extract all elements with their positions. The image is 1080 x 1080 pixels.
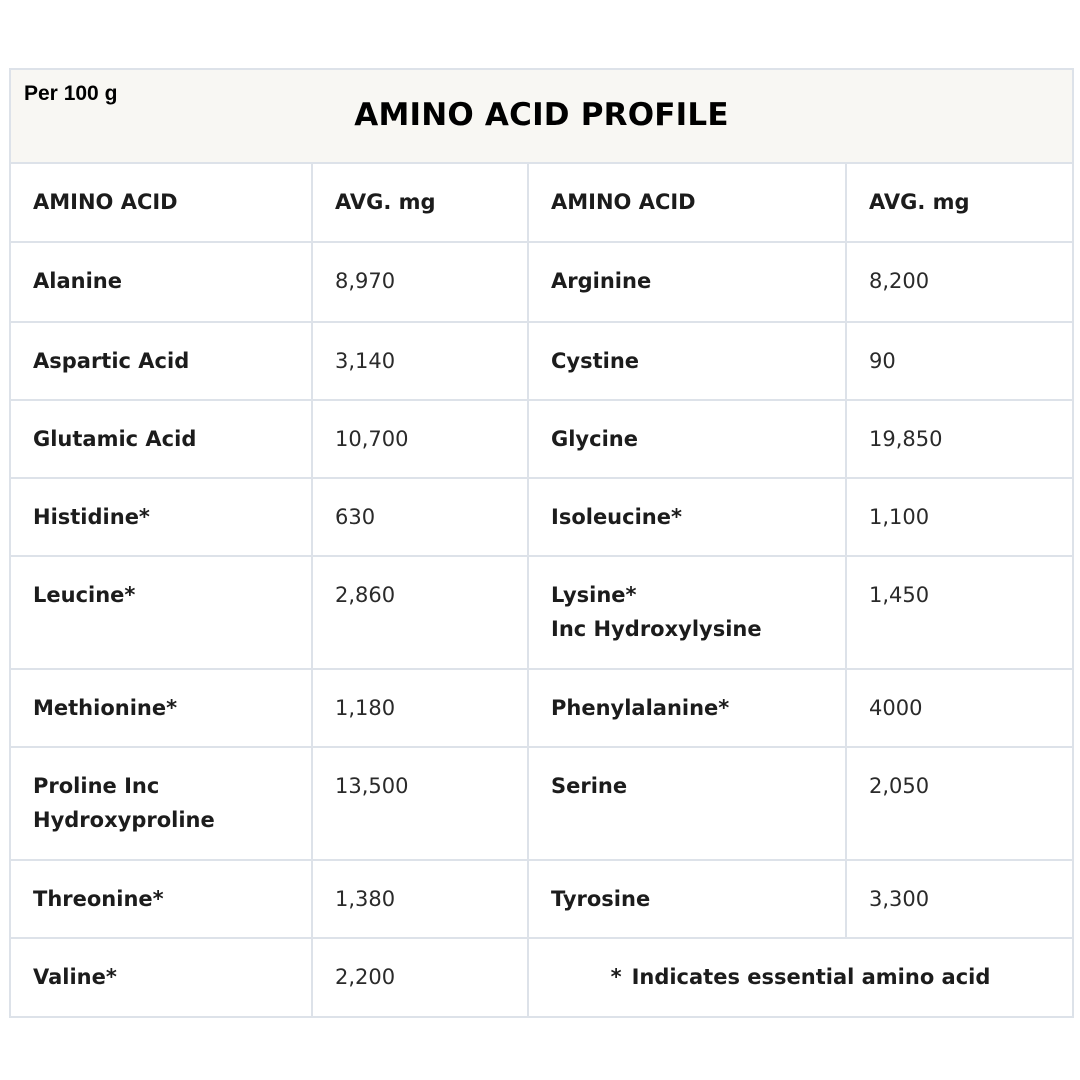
amino-acid-value: 1,100 bbox=[846, 478, 1072, 556]
amino-acid-value: 8,970 bbox=[312, 242, 528, 322]
name-line: Proline Inc bbox=[33, 774, 160, 798]
table-row bbox=[11, 400, 1072, 478]
amino-acid-name bbox=[528, 556, 846, 669]
amino-acid-value: 10,700 bbox=[312, 400, 528, 478]
amino-acid-value: 2,050 bbox=[846, 747, 1072, 860]
column-header: AVG. mg bbox=[312, 164, 528, 242]
amino-acid-value: 1,180 bbox=[312, 669, 528, 747]
footnote-text: Indicates essential amino acid bbox=[631, 965, 991, 989]
amino-acid-name: Glycine bbox=[528, 400, 846, 478]
table-row bbox=[11, 322, 1072, 400]
column-header-row bbox=[11, 164, 1072, 242]
table-row bbox=[11, 938, 1072, 1017]
amino-acid-value: 13,500 bbox=[312, 747, 528, 860]
amino-acid-value: 4000 bbox=[846, 669, 1072, 747]
amino-acid-name: Phenylalanine* bbox=[528, 669, 846, 747]
amino-acid-name: Threonine* bbox=[11, 860, 312, 938]
name-line: Lysine* bbox=[551, 583, 637, 607]
amino-acid-value: 1,450 bbox=[846, 556, 1072, 669]
footnote-asterisk: * bbox=[610, 965, 622, 989]
amino-acid-value: 2,860 bbox=[312, 556, 528, 669]
amino-acid-panel bbox=[9, 68, 1074, 1018]
amino-acid-name: Alanine bbox=[11, 242, 312, 322]
amino-acid-name: Tyrosine bbox=[528, 860, 846, 938]
table-row bbox=[11, 669, 1072, 747]
serving-size-label: Per 100 g bbox=[24, 82, 118, 105]
amino-acid-name: Arginine bbox=[528, 242, 846, 322]
table-row bbox=[11, 242, 1072, 322]
amino-acid-name: Valine* bbox=[11, 938, 312, 1017]
name-line: Hydroxyproline bbox=[33, 808, 215, 832]
amino-acid-name: Leucine* bbox=[11, 556, 312, 669]
table-title: AMINO ACID PROFILE bbox=[354, 97, 729, 133]
table-row bbox=[11, 478, 1072, 556]
amino-acid-value: 630 bbox=[312, 478, 528, 556]
amino-acid-value: 3,140 bbox=[312, 322, 528, 400]
amino-acid-table bbox=[11, 164, 1072, 1017]
column-header: AMINO ACID bbox=[528, 164, 846, 242]
amino-acid-value: 19,850 bbox=[846, 400, 1072, 478]
column-header: AMINO ACID bbox=[11, 164, 312, 242]
amino-acid-name: Serine bbox=[528, 747, 846, 860]
amino-acid-value: 3,300 bbox=[846, 860, 1072, 938]
amino-acid-name: Aspartic Acid bbox=[11, 322, 312, 400]
amino-acid-name: Cystine bbox=[528, 322, 846, 400]
amino-acid-name bbox=[11, 747, 312, 860]
amino-acid-name: Histidine* bbox=[11, 478, 312, 556]
table-row bbox=[11, 860, 1072, 938]
amino-acid-value: 2,200 bbox=[312, 938, 528, 1017]
table-row bbox=[11, 556, 1072, 669]
column-header: AVG. mg bbox=[846, 164, 1072, 242]
amino-acid-value: 1,380 bbox=[312, 860, 528, 938]
amino-acid-value: 90 bbox=[846, 322, 1072, 400]
name-line: Inc Hydroxylysine bbox=[551, 617, 762, 641]
amino-acid-value: 8,200 bbox=[846, 242, 1072, 322]
table-row bbox=[11, 747, 1072, 860]
amino-acid-name: Glutamic Acid bbox=[11, 400, 312, 478]
essential-footnote bbox=[528, 938, 1072, 1017]
amino-acid-name: Methionine* bbox=[11, 669, 312, 747]
table-header bbox=[11, 70, 1072, 164]
amino-acid-name: Isoleucine* bbox=[528, 478, 846, 556]
